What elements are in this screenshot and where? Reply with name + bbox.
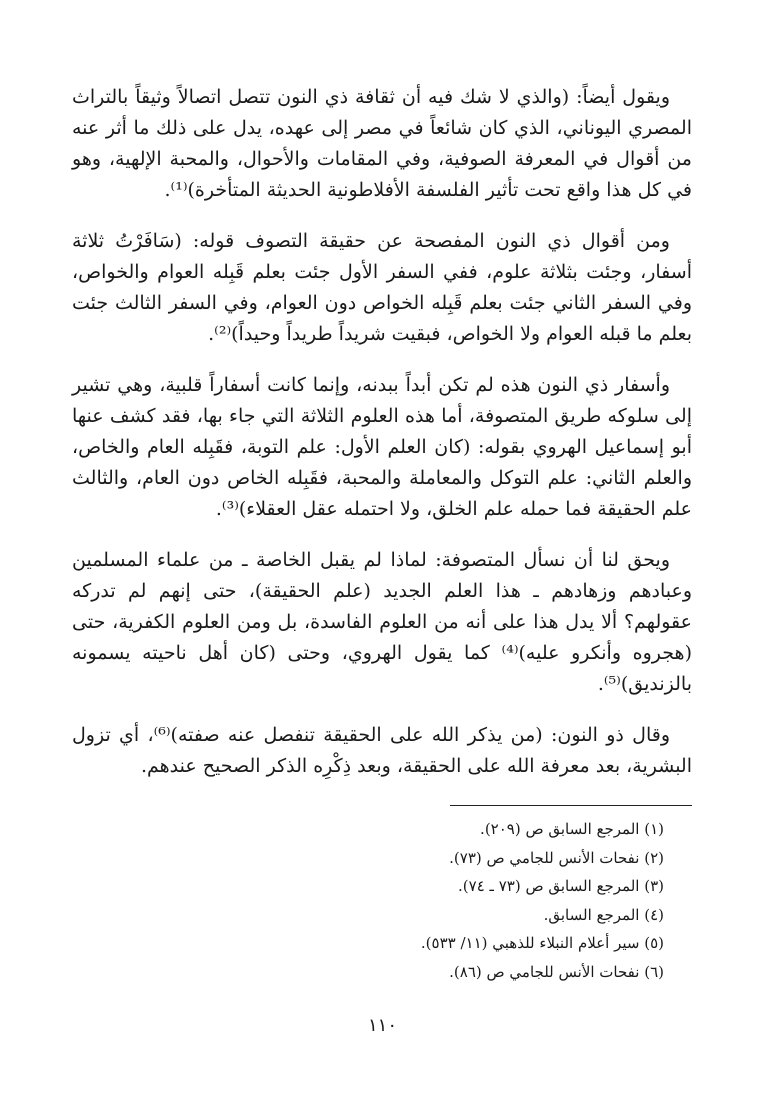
footnote-2: (٢) نفحات الأنس للجامي ص (٧٣). bbox=[449, 848, 664, 867]
footnote-separator bbox=[450, 805, 692, 806]
footnote-4: (٤) المرجع السابق. bbox=[543, 905, 664, 924]
paragraph-2: ومن أقوال ذي النون المفصحة عن حقيقة التصوف قوله: (سَافَرْتُ ثلاثة أسفار، وجئت بثلاثة علوم، ففي السفر الأول جئت بعلم قَبِله العوام والخواص، وفي السفر الثاني جئت بعلم قَبِله الخواص دون العوام، وفي السفر الثالث جئت بعلم ما قبله العوام ولا الخواص، فبقيت شريداً طريداً وحيداً)⁽²⁾. bbox=[72, 230, 692, 345]
paragraph-3: وأسفار ذي النون هذه لم تكن أبداً ببدنه، وإنما كانت أسفاراً قلبية، وهي تشير إلى سلوكه طريق المتصوفة، أما هذه العلوم الثلاثة التي جاء بها، فقد كشف عنها أبو إسماعيل الهروي بقوله: (كان العلم الأول: علم التوبة، فقَبِله العام والخاص، والعلم الثاني: علم التوكل والمعاملة والمحبة، فقَبِله الخاص دون العام، والثالث علم الحقيقة فما حمله علم الخلق، ولا احتمله عقل العقلاء)⁽³⁾. bbox=[72, 374, 692, 520]
paragraph-4: ويحق لنا أن نسأل المتصوفة: لماذا لم يقبل الخاصة ـ من علماء المسلمين وعبادهم وزهادهم ـ هذا العلم الجديد (علم الحقيقة)، حتى إنهم لم تدركه عقولهم؟ ألا يدل هذا على أنه من العلوم الفاسدة، بل ومن العلوم الكفرية، حتى (هجروه وأنكرو عليه)⁽⁴⁾ كما يقول الهروي، وحتى (كان أهل ناحيته يسمونه بالزنديق)⁽⁵⁾. bbox=[72, 549, 692, 695]
paragraph-5: وقال ذو النون: (من يذكر الله على الحقيقة تنفصل عنه صفته)⁽⁶⁾، أي تزول البشرية، بعد معرفة الله على الحقيقة، وبعد ذِكْرِه الذكر الصحيح عندهم. bbox=[72, 724, 692, 777]
page-number: ١١٠ bbox=[367, 1015, 397, 1036]
main-text bbox=[72, 82, 692, 802]
footnote-1: (١) المرجع السابق ص (٢٠٩). bbox=[480, 820, 664, 838]
paragraph-1: ويقول أيضاً: (والذي لا شك فيه أن ثقافة ذي النون تتصل اتصالاً وثيقاً بالتراث المصري اليوناني، الذي كان شائعاً في مصر إلى عهده، يدل على ذلك ما أثر عنه من أقوال في المعرفة الصوفية، وفي المقامات والأحوال، والمحبة الإلهية، وهو في كل هذا واقع تحت تأثير الفلسفة الأفلاطونية الحديثة المتأخرة)⁽¹⁾. bbox=[72, 86, 692, 201]
footnote-6: (٦) نفحات الأنس للجامي ص (٨٦). bbox=[449, 962, 664, 981]
footnote-3: (٣) المرجع السابق ص (٧٣ ـ ٧٤). bbox=[458, 877, 664, 895]
footnote-5: (٥) سير أعلام النبلاء للذهبي (١١/ ٥٣٣). bbox=[420, 934, 664, 952]
footnotes bbox=[72, 815, 692, 986]
